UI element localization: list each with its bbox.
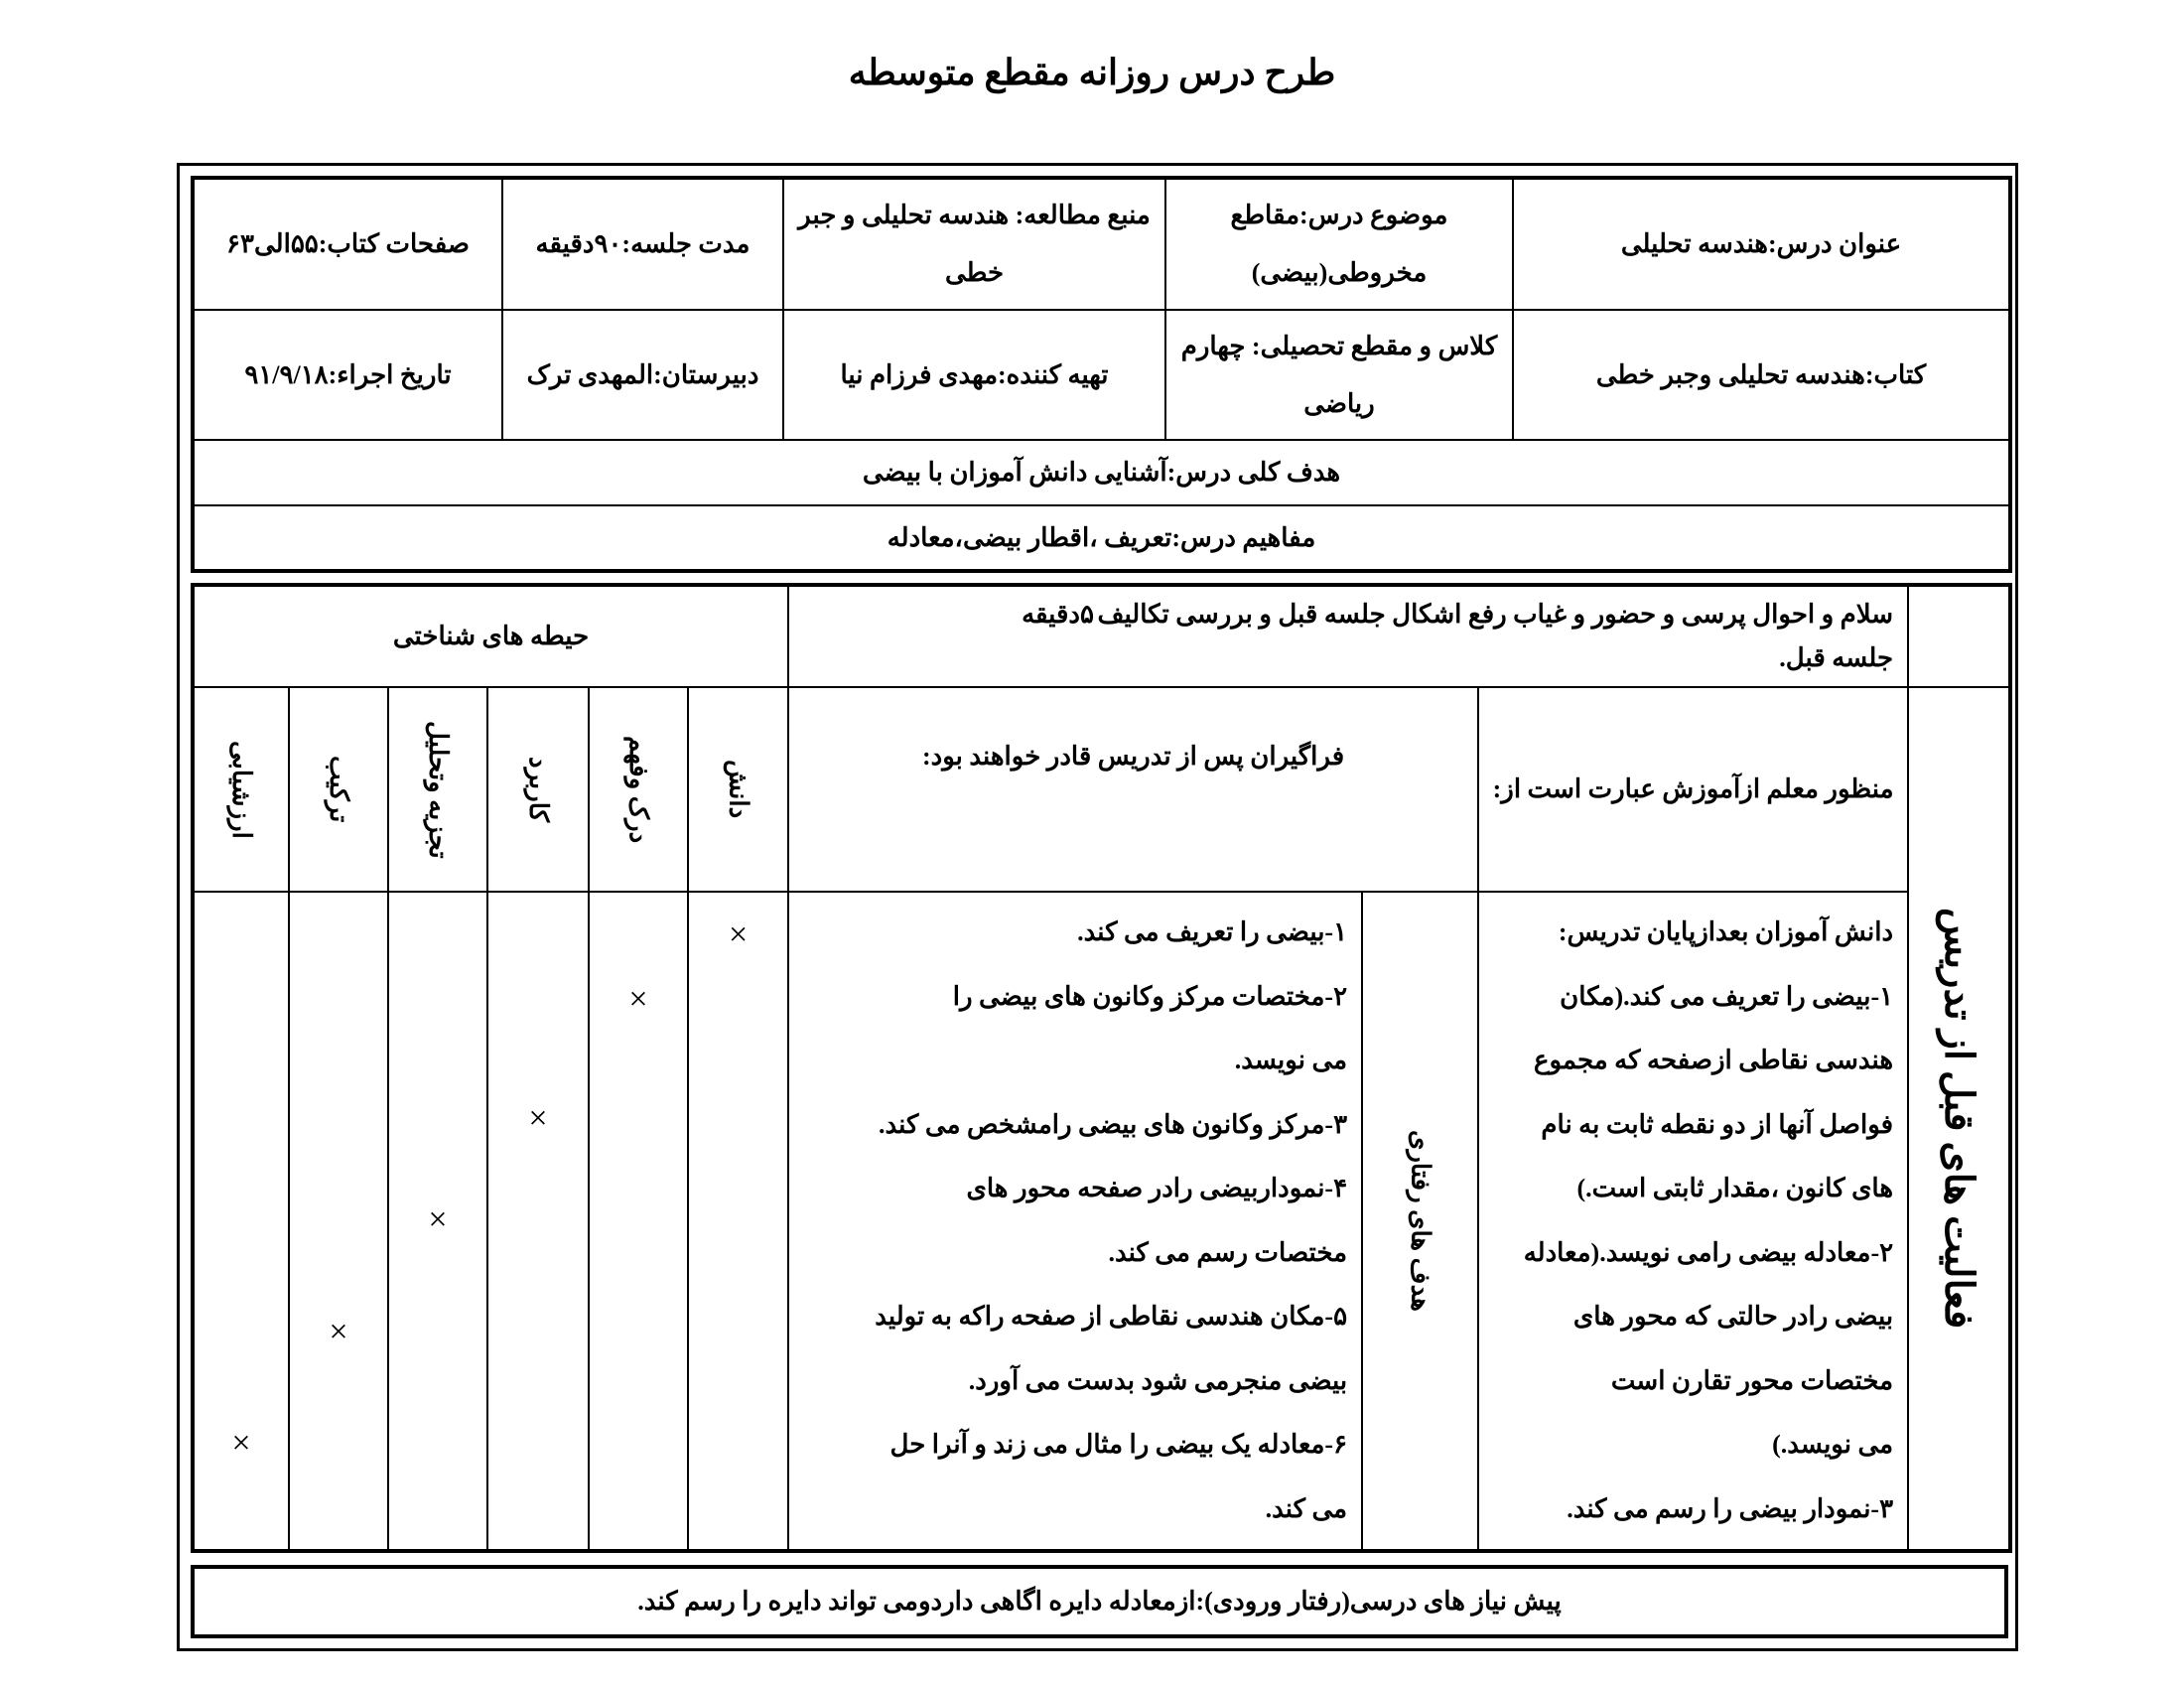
teacher-line: مختصات محور تقارن است: [1610, 1365, 1894, 1395]
teacher-line: ۳-نمودار بیضی را رسم می کند.: [1567, 1493, 1894, 1523]
prerequisites: پیش نیاز های درسی(رفتار ورودی):ازمعادله دایره اگاهی داردومی تواند دایره را رسم کند.: [193, 1567, 2006, 1636]
knowledge-cell: [688, 892, 788, 1551]
objective-line: ۴-نموداربیضی رادر صفحه محور های: [966, 1174, 1348, 1202]
level-analysis: تجزیه وتحلیل: [424, 720, 453, 859]
learners-heading: فراگیران پس از تدریس قادر خواهند بود:: [788, 687, 1478, 892]
check-mark: ×: [628, 981, 648, 1018]
check-mark: ×: [528, 1100, 548, 1137]
greeting-duration: ۵دقیقه: [1022, 600, 1094, 629]
objective-line: ۲-مختصات مرکز وکانون های بیضی را: [952, 981, 1348, 1011]
level-application: کاربرد: [524, 756, 553, 822]
empty-cell: [1908, 585, 2010, 687]
objective-line: می نویسد.: [1234, 1046, 1348, 1074]
objective-line: ۵-مکان هندسی نقاطی از صفحه راکه به تولید: [875, 1302, 1348, 1331]
analysis-cell: [388, 892, 487, 1551]
level-synthesis: ترکیب: [325, 756, 353, 823]
comprehension-cell: [589, 892, 688, 1551]
objective-line: بیضی منجرمی شود بدست می آورد.: [968, 1365, 1348, 1395]
session-duration: مدت جلسه:۹۰دقیقه: [502, 178, 783, 310]
behavioral-objectives: [788, 892, 1362, 1551]
prepared-by: تهیه کننده:مهدی فرزام نیا: [783, 310, 1165, 440]
teacher-line: فواصل آنها از دو نقطه ثابت به نام: [1541, 1109, 1894, 1139]
cognitive-domain-header: حیطه های شناختی: [193, 585, 788, 687]
greeting-activity: [788, 585, 1908, 687]
check-mark: ×: [728, 916, 749, 953]
lesson-table: [191, 583, 2012, 1553]
objective-line: ۳-مرکز وکانون های بیضی رامشخص می کند.: [879, 1109, 1348, 1139]
teacher-line: های کانون ،مقدار ثابتی است.): [1576, 1174, 1894, 1202]
teacher-line: می نویسد.): [1772, 1430, 1894, 1459]
teacher-line: ۲-معادله بیضی رامی نویسد.(معادله: [1523, 1237, 1894, 1267]
class-level: کلاس و مقطع تحصیلی: چهارم ریاضی: [1165, 310, 1513, 440]
pre-teaching-activities-label: فعالیت های قبل از تدریس: [1937, 908, 1982, 1330]
teacher-intent: [1478, 892, 1908, 1551]
check-mark: ×: [231, 1425, 251, 1462]
level-knowledge: دانش: [724, 760, 753, 819]
greeting-text: سلام و احوال پرسی و حضور و غیاب رفع اشکال جلسه قبل و بررسی تکالیف جلسه قبل.: [1097, 600, 1894, 672]
outer-frame: [177, 163, 2018, 1651]
header-table: [191, 176, 2012, 573]
book-pages: صفحات کتاب:۵۵الی۶۳: [193, 178, 502, 310]
prerequisites-table: [191, 1565, 2008, 1638]
page-title: طرح درس روزانه مقطع متوسطه: [848, 53, 1336, 92]
teacher-line: هندسی نقاطی ازصفحه که مجموع: [1534, 1046, 1894, 1074]
evaluation-cell: [193, 892, 289, 1551]
check-mark: ×: [329, 1314, 348, 1350]
teacher-line: دانش آموزان بعدازپایان تدریس:: [1558, 917, 1894, 946]
objective-line: می کند.: [1265, 1493, 1348, 1523]
lesson-title: عنوان درس:هندسه تحلیلی: [1513, 178, 2010, 310]
lesson-concepts: مفاهیم درس:تعریف ،اقطار بیضی،معادله: [193, 505, 2010, 571]
level-comprehension: درک وفهم: [624, 735, 653, 844]
behavioral-goals-label: هدف های رفتاری: [1406, 1130, 1435, 1312]
objective-line: مختصات رسم می کند.: [1108, 1237, 1348, 1267]
objective-line: ۱-بیضی را تعریف می کند.: [1077, 917, 1348, 946]
check-mark: ×: [428, 1201, 448, 1238]
teacher-line: ۱-بیضی را تعریف می کند.(مکان: [1560, 981, 1894, 1011]
synthesis-cell: [289, 892, 388, 1551]
book-name: کتاب:هندسه تحلیلی وجبر خطی: [1513, 310, 2010, 440]
objective-line: ۶-معادله یک بیضی را مثال می زند و آنرا حل: [889, 1430, 1348, 1459]
execution-date: تاریخ اجراء:۹۱/۹/۱۸: [193, 310, 502, 440]
teacher-line: بیضی رادر حالتی که محور های: [1572, 1302, 1894, 1331]
application-cell: [487, 892, 589, 1551]
lesson-topic: موضوع درس:مقاطع مخروطی(بیضی): [1165, 178, 1513, 310]
school-name: دبیرستان:المهدی ترک: [502, 310, 783, 440]
study-source: منبع مطالعه: هندسه تحلیلی و جبر خطی: [783, 178, 1165, 310]
general-goal: هدف کلی درس:آشنایی دانش آموزان با بیضی: [193, 440, 2010, 505]
teacher-heading: منظور معلم ازآموزش عبارت است از:: [1478, 687, 1908, 892]
level-evaluation: ارزشیابی: [227, 740, 256, 839]
